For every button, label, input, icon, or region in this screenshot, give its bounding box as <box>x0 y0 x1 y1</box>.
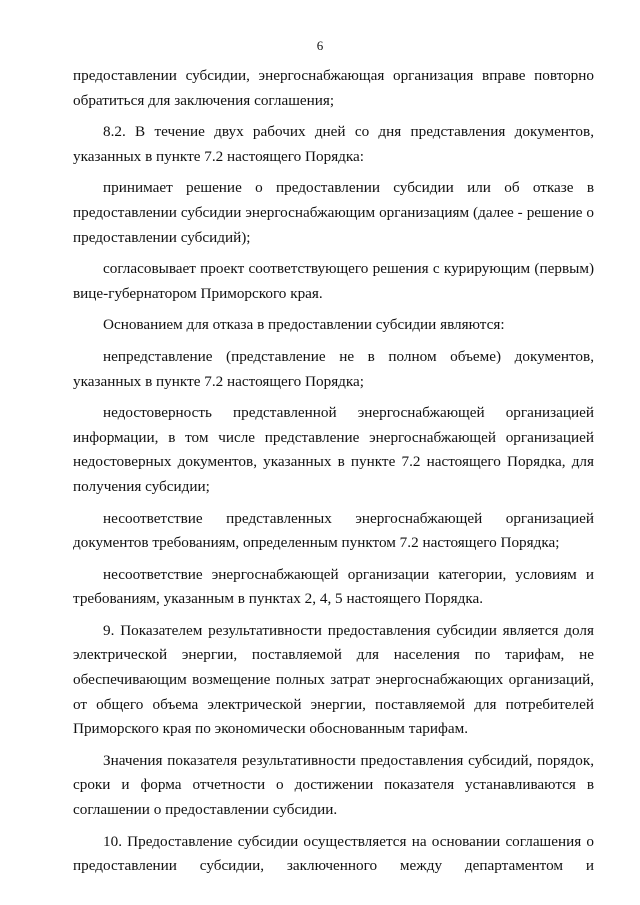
paragraph-10: 10. Предоставление субсидии осуществляется на основании соглашения о предоставлении субсидии, заключенного между департаментом и <box>73 832 594 875</box>
paragraph-refusal-item-3: несоответствие представленных энергоснабжающей организацией документов требованиям, определенным пунктом 7.2 настоящего Порядка; <box>73 509 594 552</box>
paragraph-refusal-item-4: несоответствие энергоснабжающей организации категории, условиям и требованиям, указанным в пунктах 2, 4, 5 настоящего Порядка. <box>73 565 594 608</box>
paragraph-indicator-values: Значения показателя результативности предоставления субсидий, порядок, сроки и форма отчетности о достижении показателя устанавливаются в соглашении о предоставлении субсидии. <box>73 751 594 819</box>
paragraph-continuation: предоставлении субсидии, энергоснабжающая организация вправе повторно обратиться для заключения соглашения; <box>73 67 594 109</box>
paragraph-refusal-grounds: Основанием для отказа в предоставлении субсидии являются: <box>103 316 505 334</box>
paragraph-approval: согласовывает проект соответствующего решения с курирующим (первым) вице-губернатором Приморского края. <box>73 260 594 302</box>
paragraph-decision: принимает решение о предоставлении субсидии или об отказе в предоставлении субсидии энергоснабжающим организациям (далее - решение о предоставлении субсидий); <box>73 179 594 246</box>
paragraph-9: 9. Показателем результативности предоставления субсидии является доля электрической энергии, поставляемой для населения по тарифам, не обеспечивающим возмещение полных затрат энергоснабжающих организаций, от общего объема электрической энергии, поставляемой для потребителей Приморского края по экономически обоснованным тарифам. <box>73 621 594 738</box>
paragraph-refusal-item-1: непредставление (представление не в полном объеме) документов, указанных в пункте 7.2 настоящего Порядка; <box>73 347 594 390</box>
document-body <box>73 64 594 879</box>
page-number: 6 <box>316 38 324 53</box>
paragraph-8-2: 8.2. В течение двух рабочих дней со дня представления документов, указанных в пункте 7.2 настоящего Порядка: <box>73 123 594 165</box>
paragraph-refusal-item-2: недостоверность представленной энергоснабжающей организацией информации, в том числе представление энергоснабжающей организацией недостоверных документов, указанных в пункте 7.2 настоящего Порядка, для получения субсидии; <box>73 404 594 495</box>
